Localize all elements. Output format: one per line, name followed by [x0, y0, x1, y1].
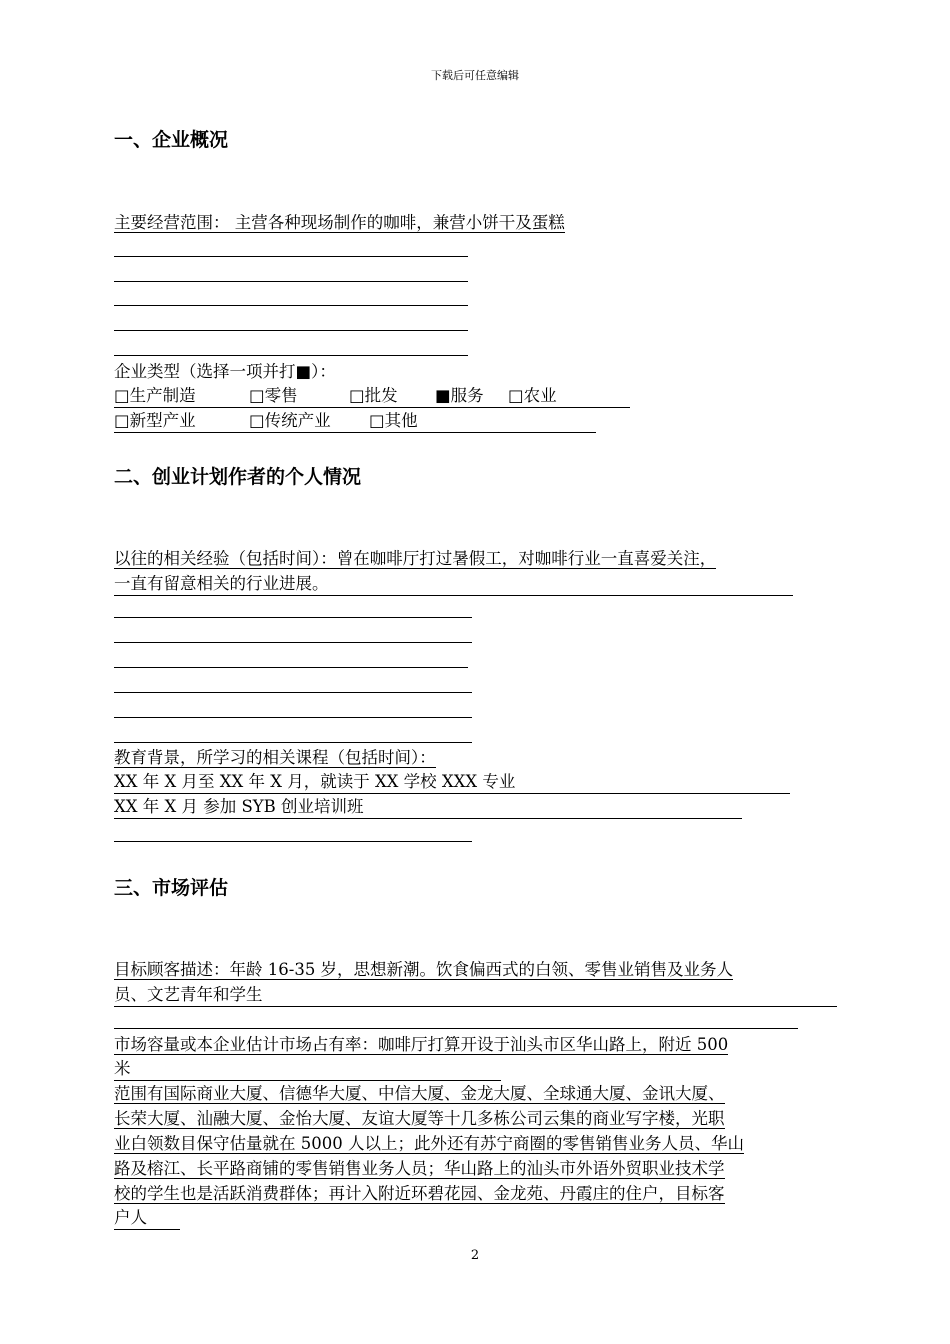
blank-line [114, 256, 468, 257]
capacity-line-1 [114, 1034, 728, 1056]
option-new-industry[interactable]: □新型产业 [114, 411, 196, 430]
education-label-text: 教育背景，所学习的相关课程（包括时间）： [114, 748, 436, 767]
blank-line [114, 305, 468, 306]
range-text: 路及榕江、长平路商铺的零售销售业务人员；华山路上的汕头市外语外贸职业技术学 [114, 1159, 725, 1178]
enterprise-type-row-1 [114, 385, 630, 408]
page-header: 下载后可任意编辑 [431, 69, 519, 82]
option-retail[interactable]: □零售 [249, 386, 298, 405]
option-wholesale[interactable]: □批发 [349, 386, 398, 405]
blank-line [114, 717, 472, 718]
business-scope-text: 主要经营范围： 主营各种现场制作的咖啡，兼营小饼干及蛋糕 [114, 213, 565, 232]
option-traditional-industry[interactable]: □传统产业 [249, 411, 331, 430]
capacity-text-1: 市场容量或本企业估计市场占有率：咖啡厅打算开设于汕头市区华山路上，附近 500 [114, 1035, 729, 1054]
range-line [114, 1108, 725, 1130]
customer-line-2: 员、文艺青年和学生 [114, 984, 837, 1007]
enterprise-type-row-2 [114, 410, 596, 433]
option-service[interactable]: ■服务 [435, 386, 484, 405]
range-line [114, 1183, 725, 1205]
option-agriculture[interactable]: □农业 [508, 386, 557, 405]
range-text: 校的学生也是活跃消费群体；再计入附近环碧花园、金龙苑、丹霞庄的住户，目标客 [114, 1184, 725, 1203]
business-scope [114, 212, 565, 234]
blank-line [114, 281, 468, 282]
blank-line [114, 642, 472, 643]
section-3-title: 三、市场评估 [114, 877, 229, 899]
capacity-line-2: 米 [114, 1058, 501, 1081]
option-other[interactable]: □其他 [369, 411, 418, 430]
education-line-1: XX 年 X 月至 XX 年 X 月，就读于 XX 学校 XXX 专业 [114, 771, 790, 794]
range-line [114, 1158, 725, 1180]
experience-line-2: 一直有留意相关的行业进展。 [114, 573, 793, 596]
education-label [114, 747, 436, 769]
customer-text-1: 目标顾客描述：年龄 16-35 岁，思想新潮。饮食偏西式的白领、零售业销售及业务人 [114, 960, 734, 979]
education-line-2: XX 年 X 月 参加 SYB 创业培训班 [114, 796, 742, 819]
range-line [114, 1083, 725, 1105]
range-text: 业白领数目保守估量就在 5000 人以上；此外还有苏宁商圈的零售销售业务人员、华山 [114, 1134, 744, 1153]
section-2-title: 二、创业计划作者的个人情况 [114, 466, 362, 488]
section-1-title: 一、企业概况 [114, 129, 229, 151]
blank-line [114, 841, 472, 842]
experience-line-1 [114, 548, 716, 570]
enterprise-type-label: 企业类型（选择一项并打■）： [114, 362, 336, 381]
blank-line [114, 617, 472, 618]
blank-line [114, 667, 468, 668]
range-text: 长荣大厦、汕融大厦、金怡大厦、友谊大厦等十几多栋公司云集的商业写字楼，光职 [114, 1109, 725, 1128]
page-number: 2 [470, 1248, 480, 1263]
blank-line [114, 692, 472, 693]
experience-text-1: 以往的相关经验（包括时间）：曾在咖啡厅打过暑假工，对咖啡行业一直喜爱关注， [114, 549, 717, 568]
blank-line [114, 330, 468, 331]
blank-line [114, 1028, 798, 1029]
range-line [114, 1133, 744, 1155]
range-text: 范围有国际商业大厦、信德华大厦、中信大厦、金龙大厦、全球通大厦、金讯大厦、 [114, 1084, 725, 1103]
blank-line [114, 355, 468, 356]
customer-line-1 [114, 959, 733, 981]
option-manufacturing[interactable]: □生产制造 [114, 386, 196, 405]
blank-line [114, 742, 472, 743]
range-line-last: 户人 [114, 1207, 180, 1230]
